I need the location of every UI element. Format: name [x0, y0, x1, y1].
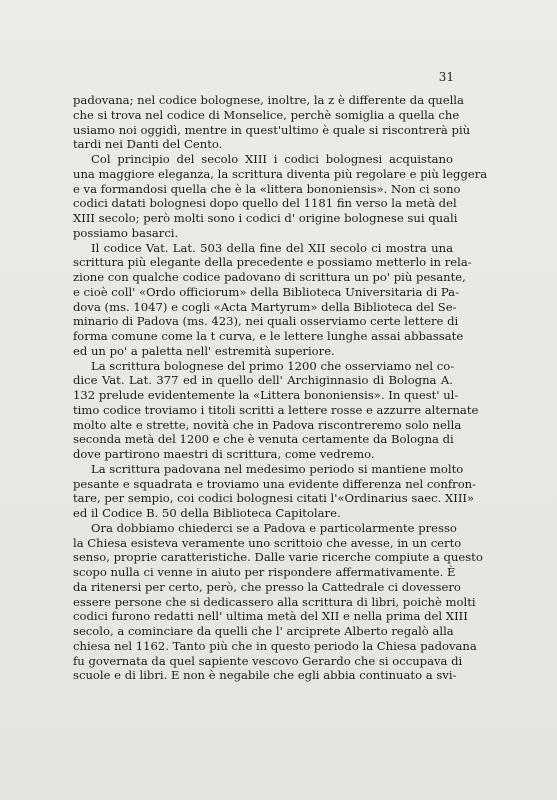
text-line: Ora dobbiamo chiederci se a Padova e particolarmente presso [91, 520, 457, 535]
text-line: usiamo noi oggidì, mentre in quest'ultimo è quale si riscontrerà più [73, 122, 471, 137]
text-line: dova (ms. 1047) e cogli «Acta Martyrum» della Biblioteca del Se- [73, 299, 457, 314]
text-line: minario di Padova (ms. 423), nei quali osserviamo certe lettere di [73, 314, 459, 329]
text-line: e va formandosi quella che è la «littera bononiensis». Non ci sono [73, 181, 461, 196]
page-number: 31 [438, 70, 454, 84]
text-line: scopo nulla ci venne in aiuto per rispondere affermativamente. È [73, 565, 456, 579]
paragraph [73, 461, 477, 521]
text-line: timo codice troviamo i titoli scritti a lettere rosse e azzurre alternate [73, 402, 479, 417]
text-line: forma comune come la t curva, e le lettere lunghe assai abbassate [73, 329, 464, 343]
text-line: seconda metà del 1200 e che è venuta certamente da Bologna di [73, 432, 454, 447]
text-line: padovana; nel codice bolognese, inoltre, la z è differente da quella [73, 93, 464, 107]
text-line: Col principio del secolo XIII i codici bolognesi acquistano [91, 152, 453, 166]
text-line: scuole e di libri. E non è negabile che egli abbia continuato a svi- [73, 668, 457, 683]
text-line: dice Vat. Lat. 377 ed in quello dell' Archiginnasio di Bologna A. [73, 373, 453, 388]
text-line: fu governata da quel sapiente vescovo Gerardo che si occupava di [73, 653, 463, 668]
text-line: zione con qualche codice padovano di scrittura un po' più pesante, [73, 270, 466, 284]
text-line: molto alte e strette, novità che in Padova riscontreremo solo nella [73, 417, 462, 432]
text-line: dove partirono maestri di scrittura, come vedremo. [73, 447, 375, 461]
text-line: ed un po' a paletta nell' estremità superiore. [73, 343, 335, 358]
text-line: codici furono redatti nell' ultima metà del XII e nella prima del XIII [73, 609, 468, 624]
text-line: secolo, a cominciare da quelli che l' arciprete Alberto regalò alla [73, 624, 454, 638]
text-line: La scrittura padovana nel medesimo periodo si mantiene molto [91, 461, 464, 476]
text-line: Il codice Vat. Lat. 503 della fine del XII secolo ci mostra una [91, 240, 453, 255]
paragraph [73, 358, 479, 462]
text-line: che si trova nel codice di Monselice, perchè somiglia a quella che [73, 107, 460, 122]
text-line: e cioè coll' «Ordo officiorum» della Biblioteca Universitaria di Pa- [73, 284, 460, 299]
text-line: la Chiesa esisteva veramente uno scrittoio che avesse, in un certo [73, 535, 462, 550]
body-text [73, 93, 488, 683]
text-line: senso, proprie caratteristiche. Dalle varie ricerche compiute a questo [73, 550, 483, 565]
text-line: codici datati bolognesi dopo quello del 1181 fin verso la metà del [73, 196, 457, 211]
paragraph [73, 93, 471, 152]
text-line: scrittura più elegante della precedente e possiamo metterlo in rela- [73, 255, 472, 270]
text-line: tare, per sempio, coi codici bolognesi citati l'«Ordinarius saec. XIII» [73, 491, 475, 506]
paragraph [73, 520, 483, 683]
text-line: 132 prelude evidentemente la «Littera bononiensis». In quest' ul- [73, 388, 459, 402]
text-line: possiamo basarci. [73, 225, 179, 240]
text-line: pesante e squadrata e troviamo una evidente differenza nel confron- [73, 476, 477, 491]
text-line: da ritenersi per certo, però, che presso la Cattedrale ci dovessero [73, 579, 461, 594]
text-line: tardi nei Danti del Cento. [73, 137, 223, 152]
text-line: XIII secolo; però molti sono i codici d' origine bolognese sui quali [73, 211, 458, 225]
paragraph [73, 152, 488, 241]
text-line: essere persone che si dedicassero alla scrittura di libri, poichè molti [73, 594, 476, 609]
paragraph [73, 240, 472, 359]
text-line: una maggiore eleganza, la scrittura diventa più regolare e più leggera [73, 166, 488, 181]
text-line: La scrittura bolognese del primo 1200 che osserviamo nel co- [91, 358, 455, 373]
text-line: chiesa nel 1162. Tanto più che in questo periodo la Chiesa padovana [73, 638, 477, 653]
text-line: ed il Codice B. 50 della Biblioteca Capitolare. [73, 506, 341, 520]
